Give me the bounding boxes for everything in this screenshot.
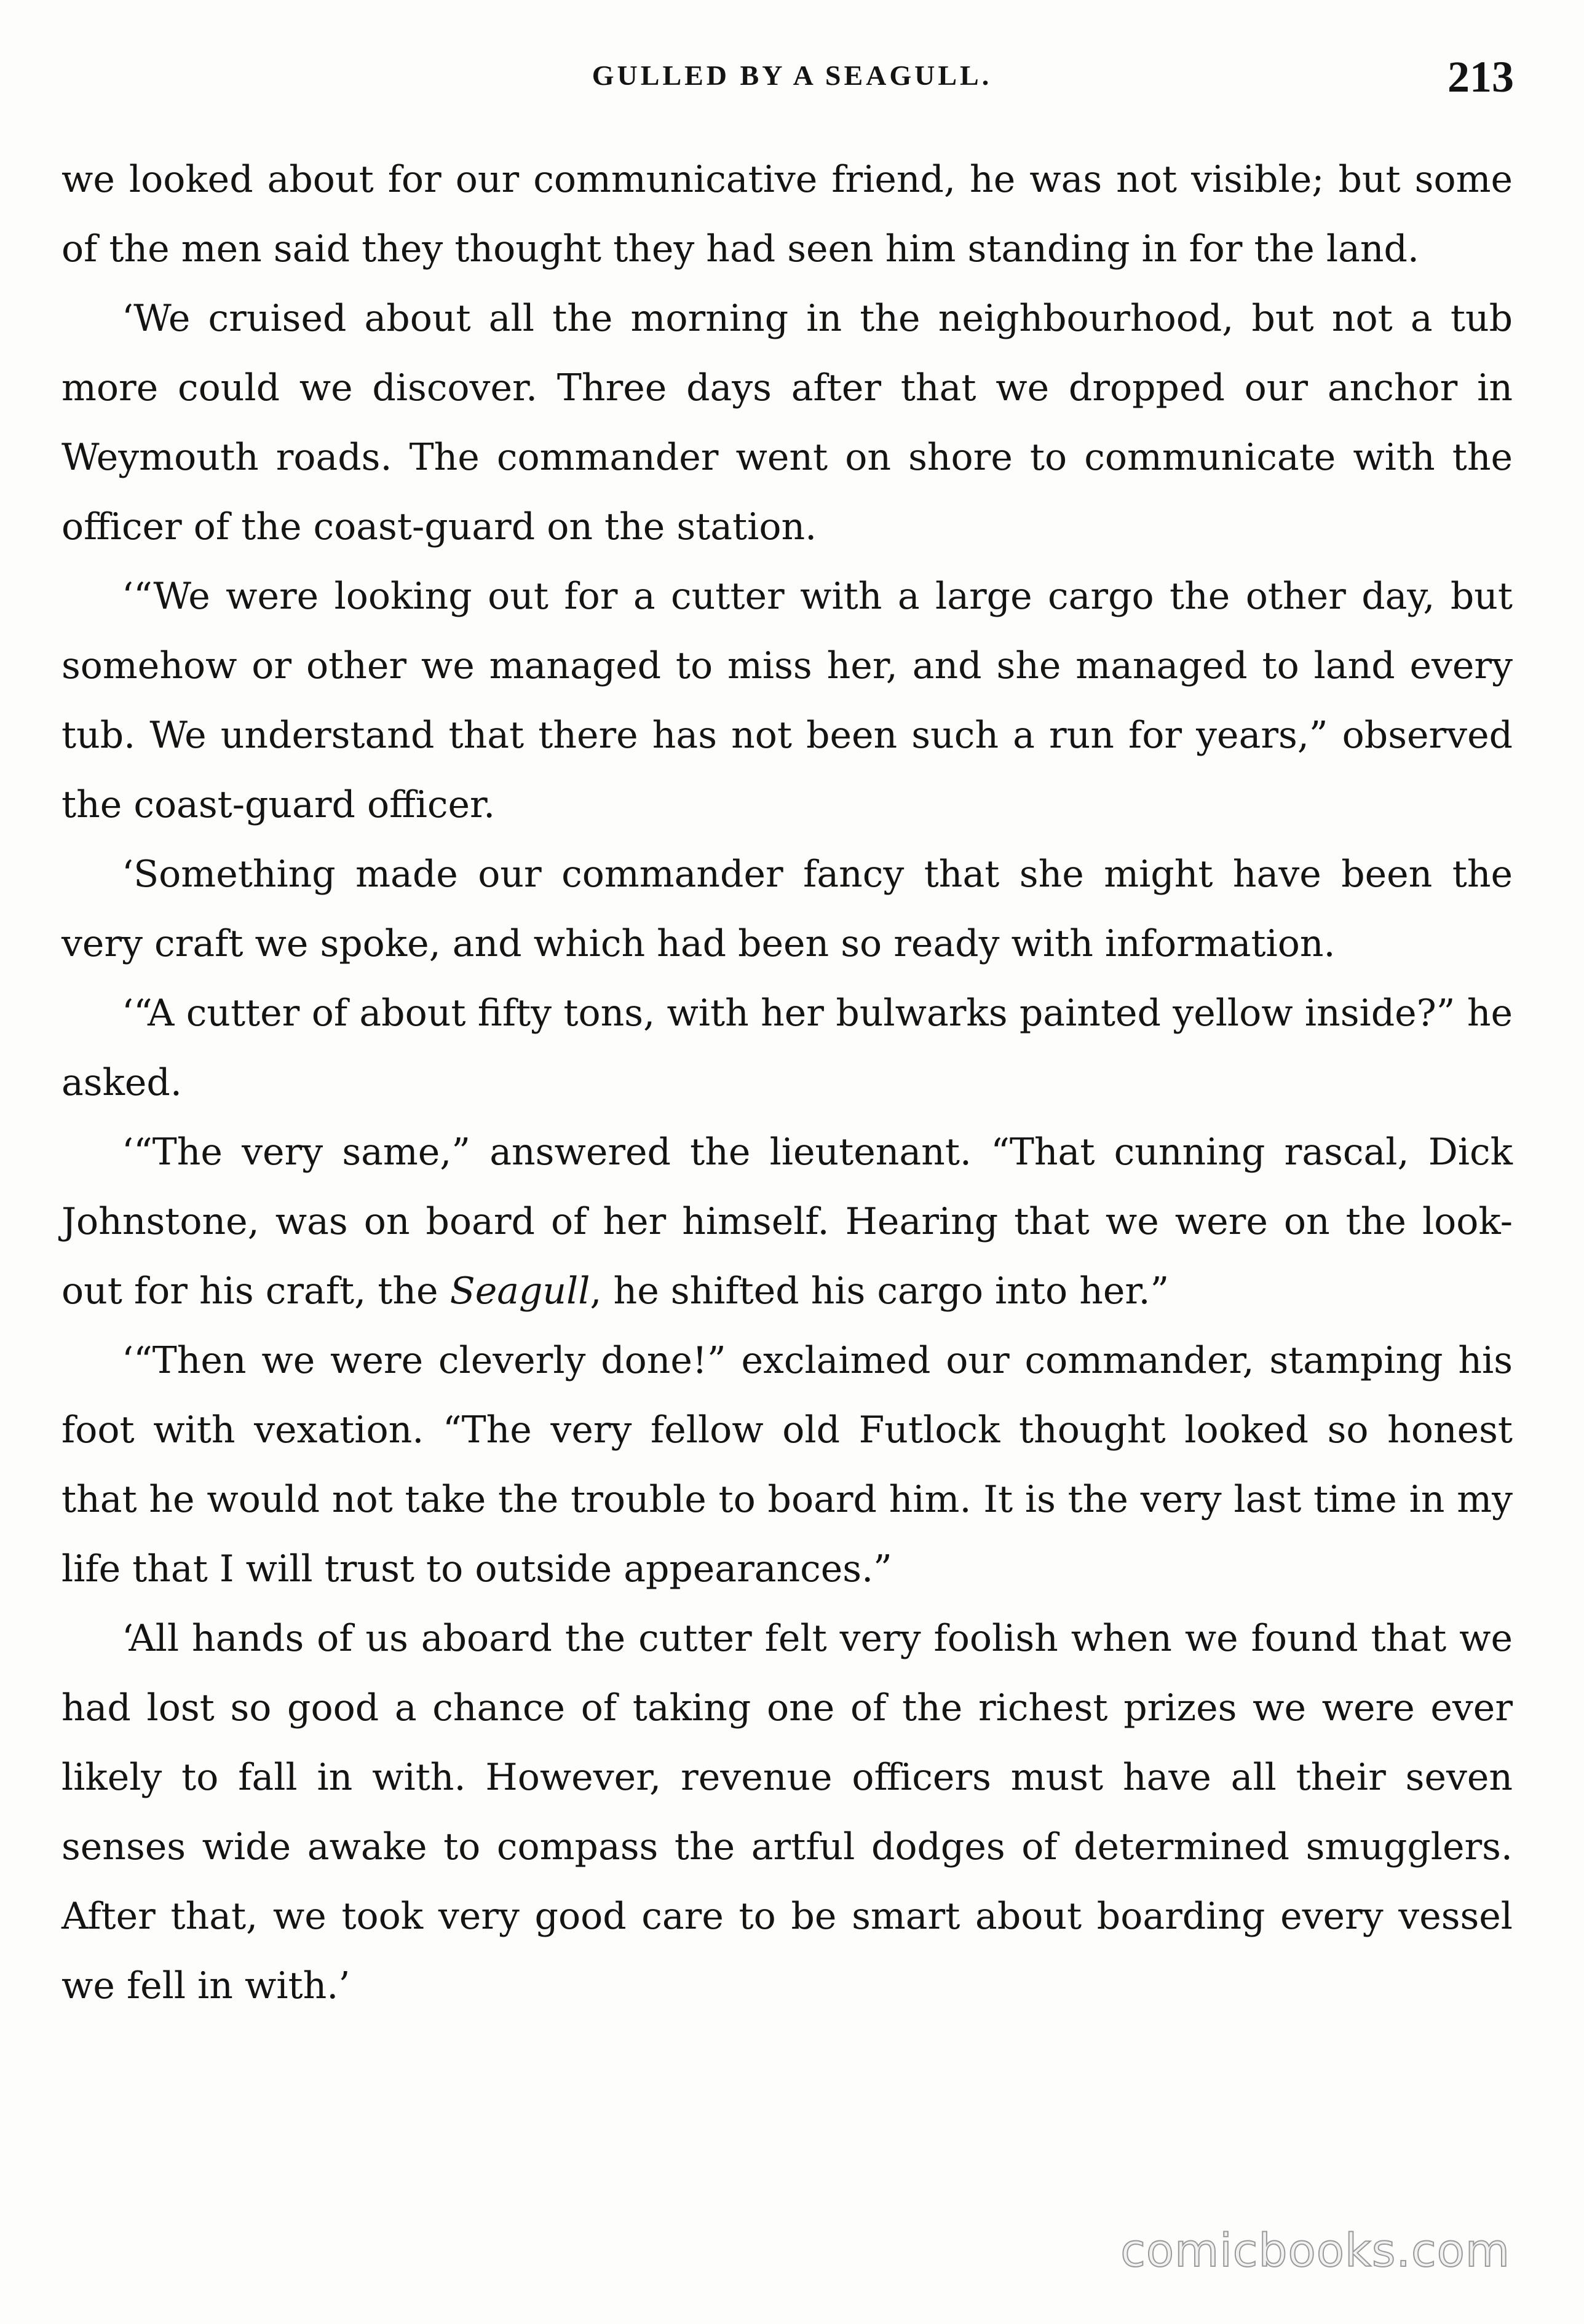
paragraph-text: ‘“We were looking out for a cutter with a large cargo the other day, but somehow or other we managed to miss her, and she managed to land every tub. We understand that there has not been such a run for years,” observed the coast-guard officer. — [61, 575, 1513, 826]
paragraph — [61, 562, 1513, 840]
paragraph — [61, 1604, 1513, 2021]
paragraph-text: ‘“Then we were cleverly done!” exclaimed our commander, stamping his foot with vexation. “The very fellow old Futlock thought looked so honest that he would not take the trouble to board him. It is the very last time in my life that I will trust to outside appearances.” — [61, 1339, 1513, 1591]
paragraph-text: ‘All hands of us aboard the cutter felt very foolish when we found that we had lost so good a chance of taking one of the richest prizes we were ever likely to fall in with. However, revenue officers must have all their seven senses wide awake to compass the artful dodges of determined smugglers. After that, we took very good care to be smart about boarding every vessel we fell in with.’ — [61, 1617, 1513, 2007]
running-title: GULLED BY A SEAGULL. — [592, 60, 992, 91]
paragraph — [61, 284, 1513, 562]
paragraph-text: ‘“A cutter of about fifty tons, with her bulwarks painted yellow inside?” he asked. — [61, 992, 1513, 1104]
paragraph-text: , he shifted his cargo into her.” — [590, 1270, 1170, 1313]
watermark: comicbooks.com — [1120, 2224, 1510, 2277]
paragraph — [61, 145, 1513, 284]
paragraph-text: ‘“The very same,” answered the lieutenant. “That cunning rascal, Dick Johnstone, was on board of her himself. Hearing that we were on the look-out for his craft, the — [61, 1131, 1513, 1313]
paragraph-text: we looked about for our communicative friend, he was not visible; but some of the men said they thought they had seen him standing in for the land. — [61, 158, 1513, 271]
page-number: 213 — [1447, 52, 1514, 101]
running-head — [61, 52, 1523, 119]
ship-name-italic: Seagull — [449, 1270, 590, 1313]
paragraph — [61, 1118, 1513, 1326]
paragraph-text: ‘Something made our commander fancy that she might have been the very craft we spoke, and which had been so ready with information. — [61, 853, 1513, 965]
body-text — [61, 145, 1513, 2021]
paragraph-text: ‘We cruised about all the morning in the neighbourhood, but not a tub more could we discover. Three days after that we dropped our anchor in Weymouth roads. The commander went on shore to communicate with the officer of the coast-guard on the station. — [61, 297, 1513, 548]
paragraph — [61, 1326, 1513, 1604]
paragraph — [61, 840, 1513, 979]
paragraph — [61, 979, 1513, 1118]
